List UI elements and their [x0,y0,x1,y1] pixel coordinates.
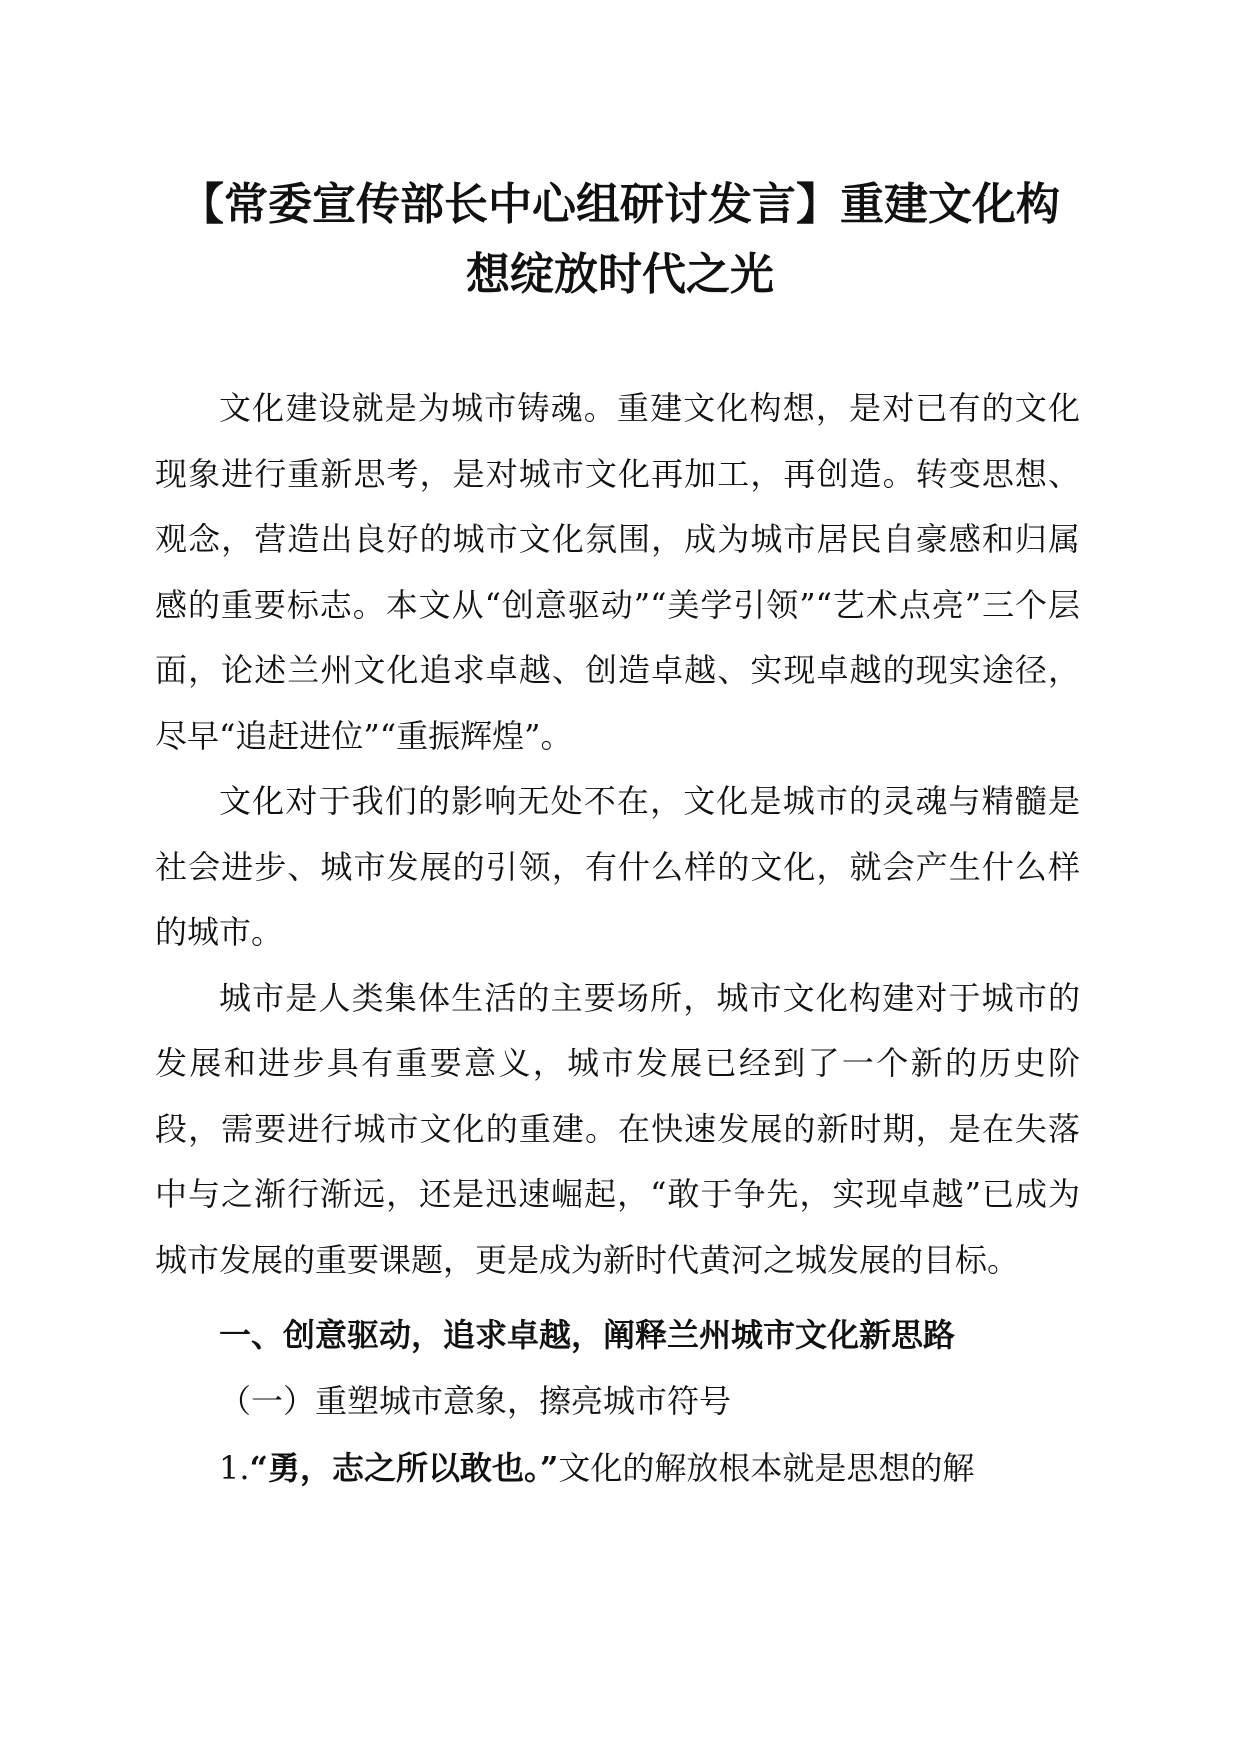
subsection-heading-1: （一）重塑城市意象，擦亮城市符号 [219,1381,732,1420]
title-line-1: 【常委宣传部长中心组研讨发言】重建文化构 [180,179,1060,230]
document-title [150,170,1090,310]
title-line-2: 想绽放时代之光 [466,249,774,300]
section-heading-1: 一、创意驱动，追求卓越，阐释兰州城市文化新思路 [219,1316,956,1354]
item-bold-quote: “勇，志之所以敢也。” [249,1449,559,1487]
item-text: 文化的解放根本就是思想的解 [558,1449,975,1487]
item-number: 1. [219,1449,250,1487]
list-item-1 [155,1436,1080,1502]
paragraph-intro: 文化建设就是为城市铸魂。重建文化构想，是对已有的文化现象进行重新思考，是对城市文化再加工，再创造。转变思想、观念，营造出良好的城市文化氛围，成为城市居民自豪感和归属感的重要标志。本文从“创意驱动”“美学引领”“艺术点亮”三个层面，论述兰州文化追求卓越、创造卓越、实现卓越的现实途径，尽早“追赶进位”“重振辉煌”。 [155,389,1080,755]
document-body [155,376,1080,1502]
paragraph-culture-influence: 文化对于我们的影响无处不在，文化是城市的灵魂与精髓是社会进步、城市发展的引领，有什么样的文化，就会产生什么样的城市。 [155,782,1080,951]
paragraph-city-culture: 城市是人类集体生活的主要场所，城市文化构建对于城市的发展和进步具有重要意义，城市发展已经到了一个新的历史阶段，需要进行城市文化的重建。在快速发展的新时期，是在失落中与之渐行渐远，还是迅速崛起，“敢于争先，实现卓越”已成为城市发展的重要课题，更是成为新时代黄河之城发展的目标。 [155,978,1080,1279]
